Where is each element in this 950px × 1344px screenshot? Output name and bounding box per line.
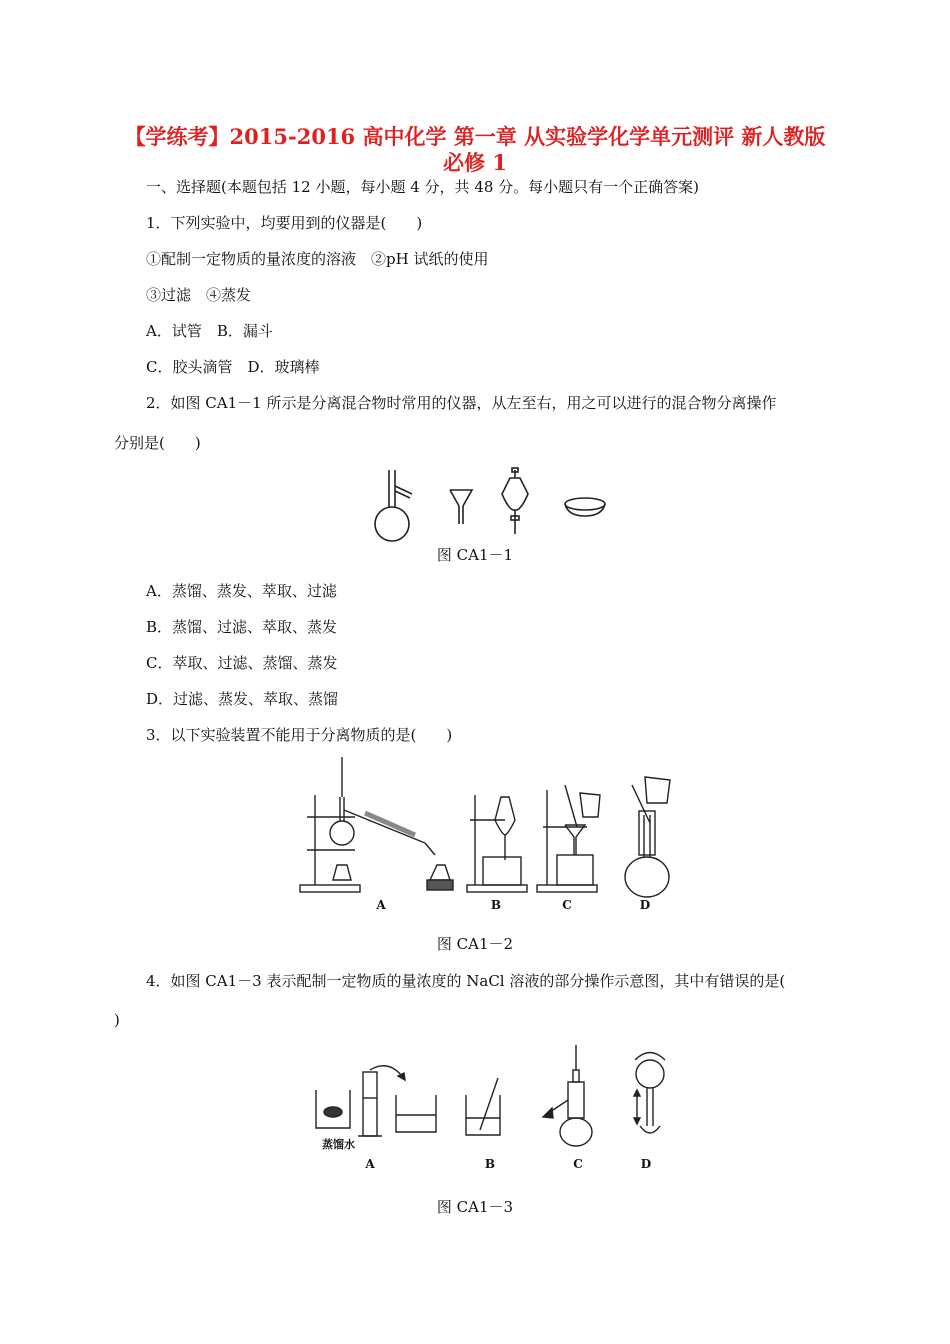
evaporating-dish-icon	[565, 498, 605, 516]
q2-option-d: D．过滤、蒸发、萃取、蒸馏	[146, 690, 339, 708]
fig3-label-d: D	[640, 1157, 652, 1171]
q4-stem-line-2: )	[114, 1011, 120, 1029]
funnel-icon	[450, 490, 472, 524]
shaking-step-icon	[634, 1053, 665, 1134]
figure-ca1-1	[360, 464, 620, 544]
distillation-flask-icon	[375, 470, 412, 541]
separatory-funnel-stand-icon	[467, 795, 527, 892]
q1-items-b: ③过滤 ④蒸发	[146, 286, 252, 304]
q3-stem: 3．以下实验装置不能用于分离物质的是( )	[146, 726, 453, 744]
dissolving-step-icon	[316, 1066, 436, 1136]
dropper-step-icon	[543, 1045, 592, 1146]
filtration-apparatus-icon	[537, 785, 600, 892]
section-heading: 一、选择题(本题包括 12 小题，每小题 4 分，共 48 分。每小题只有一个正确答案)	[146, 178, 700, 196]
water-label: 蒸馏水	[322, 1138, 355, 1151]
figure-ca1-1-caption: 图 CA1－1	[436, 546, 514, 564]
q1-items-a: ①配制一定物质的量浓度的溶液 ②pH 试纸的使用	[146, 250, 489, 268]
q2-option-b: B．蒸馏、过滤、萃取、蒸发	[146, 618, 338, 636]
fig3-label-b: B	[484, 1157, 496, 1171]
figure-ca1-3	[300, 1040, 680, 1175]
q2-option-a: A．蒸馏、蒸发、萃取、过滤	[146, 582, 337, 600]
q1-options-cd: C．胶头滴管 D．玻璃棒	[146, 358, 320, 376]
volumetric-flask-filling-icon	[625, 777, 670, 897]
q2-stem-line-1: 2．如图 CA1－1 所示是分离混合物时常用的仪器，从左至右，用之可以进行的混合物分离操作	[146, 394, 777, 412]
fig2-label-d: D	[639, 898, 651, 912]
fig2-label-a: A	[376, 898, 386, 912]
stirring-step-icon	[466, 1078, 500, 1135]
q2-stem-line-2: 分别是( )	[114, 434, 201, 452]
q2-option-c: C．萃取、过滤、蒸馏、蒸发	[146, 654, 338, 672]
document-title-line-1: 【学练考】2015-2016 高中化学 第一章 从实验学化学单元测评 新人教版	[124, 124, 826, 149]
fig3-label-a: A	[365, 1157, 375, 1171]
distillation-apparatus-icon	[300, 757, 453, 892]
fig3-label-c: C	[573, 1157, 583, 1171]
q4-stem-line-1: 4．如图 CA1－3 表示配制一定物质的量浓度的 NaCl 溶液的部分操作示意图，其中有错误的是(	[146, 972, 786, 990]
figure-ca1-2-caption: 图 CA1－2	[436, 935, 514, 953]
q1-options-ab: A．试管 B．漏斗	[146, 322, 273, 340]
fig2-label-c: C	[562, 898, 572, 912]
fig2-label-b: B	[490, 898, 502, 912]
figure-ca1-3-caption: 图 CA1－3	[436, 1198, 514, 1216]
document-title-line-2: 必修 1	[443, 150, 507, 175]
figure-ca1-2	[295, 755, 695, 915]
separatory-funnel-icon	[502, 468, 528, 534]
q1-stem: 1．下列实验中，均要用到的仪器是( )	[146, 214, 423, 232]
